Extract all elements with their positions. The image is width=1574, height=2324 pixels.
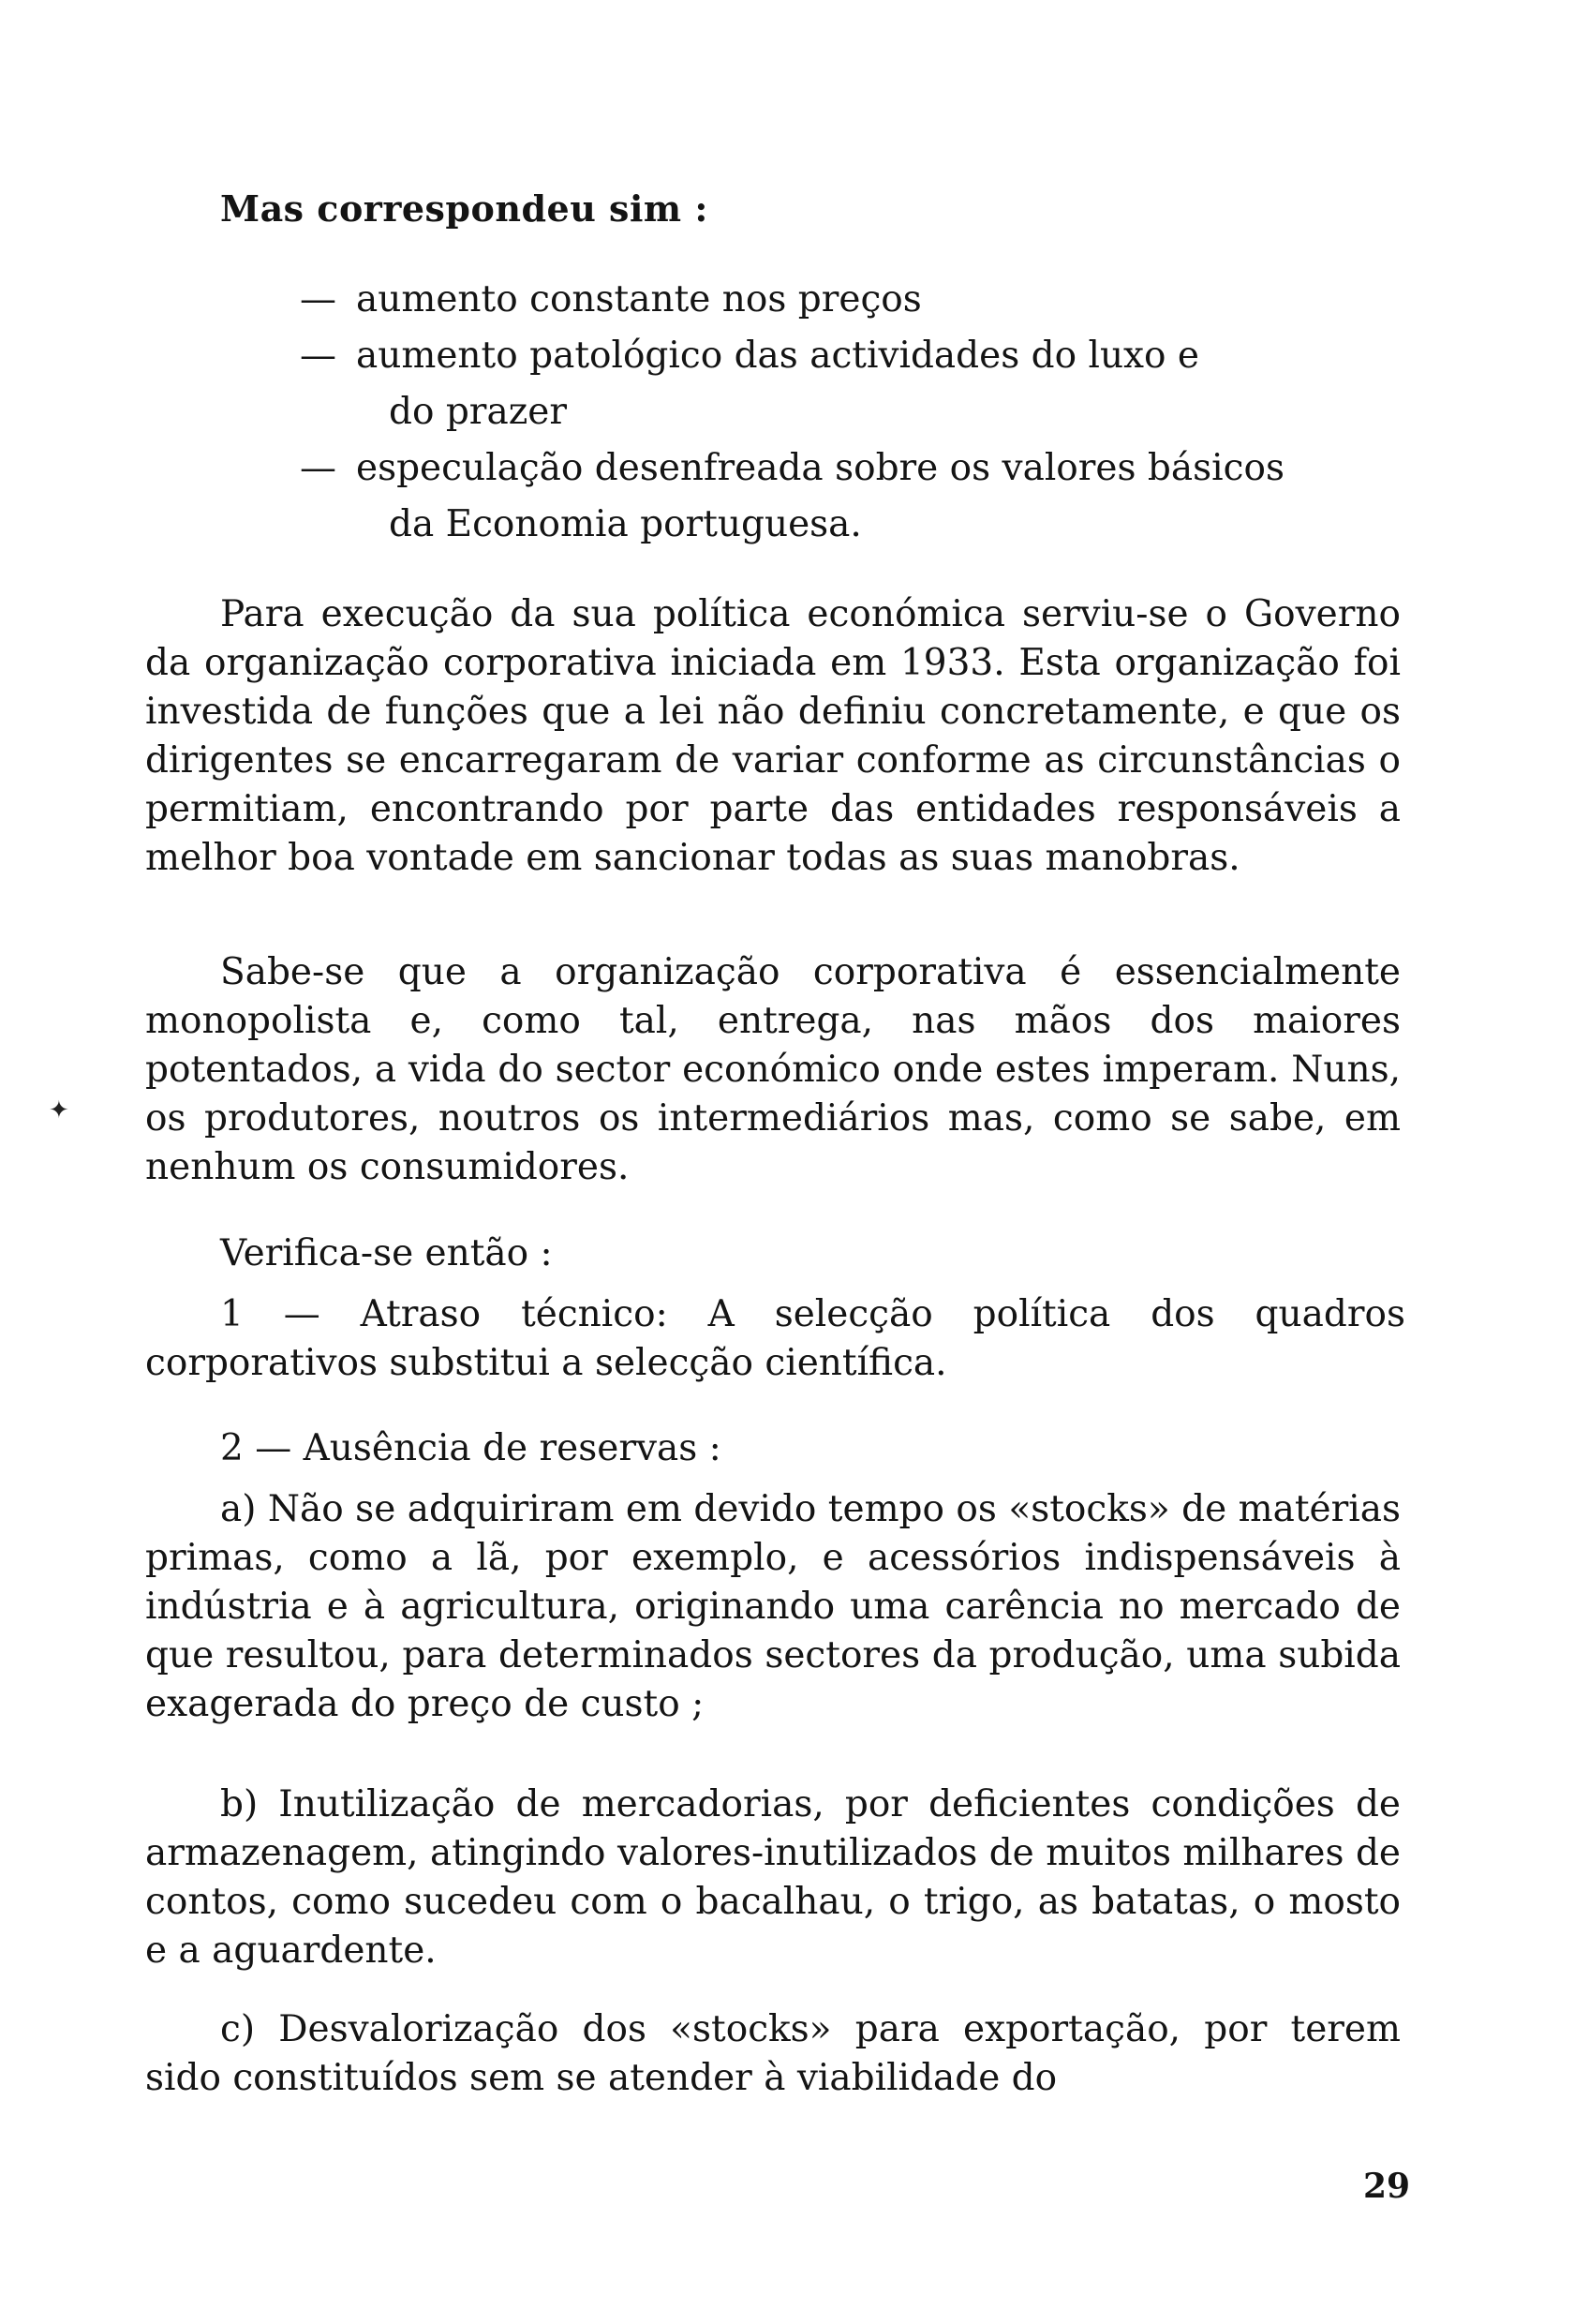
bullet-list — [300, 272, 1405, 553]
paragraph-corporative-organization: Para execução da sua política económica serviu-se o Governo da organização corporativa iniciada em 1933. Esta organização foi investida de funções que a lei não definiu concretamente, e que os dirigentes se encarregaram de variar conforme as circunstâncias o permitiam, encontrando por parte das entidades responsáveis a melhor boa vontade em sancionar todas as suas manobras. — [145, 593, 1401, 879]
paragraph-item-2b: b) Inutilização de mercadorias, por deficientes condições de armazenagem, atingindo valores-inutilizados de muitos milhares de contos, como sucedeu com o bacalhau, o trigo, as batatas, o mosto e a aguardente. — [145, 1783, 1401, 1972]
bullet-dash: — — [300, 335, 336, 377]
paragraph-monopolist: Sabe-se que a organização corporativa é essencialmente monopolista e, como tal, entrega, nas mãos dos maiores potentados, a vida do sector económico onde estes imperam. Nuns, os produtores, noutros os intermediários mas, como se sabe, em nenhum os consumidores. — [145, 951, 1401, 1188]
bullet-text: aumento patológico das actividades do luxo e — [356, 335, 1200, 377]
paragraph-item-1: 1 — Atraso técnico: A selecção política dos quadros corporativos substitui a selecção científica. — [145, 1293, 1405, 1384]
bullet-dash: — — [300, 278, 336, 320]
bullet-text: aumento constante nos preços — [356, 278, 922, 320]
bullet-text-continuation: do prazer — [389, 391, 567, 433]
paragraph-item-2a: a) Não se adquiriram em devido tempo os «stocks» de matérias primas, como a lã, por exemplo, e acessórios indispensáveis à indústria e à agricultura, originando uma carência no mercado de que resultou, para determinados sectores da produção, uma subida exagerada do preço de custo ; — [145, 1488, 1401, 1725]
paragraph-verifica: Verifica-se então : — [220, 1232, 553, 1274]
bullet-item — [300, 440, 1405, 553]
bullet-text: especulação desenfreada sobre os valores básicos — [356, 447, 1284, 489]
section-heading: Mas correspondeu sim : — [220, 187, 708, 230]
margin-mark: ✦ — [49, 1096, 69, 1125]
bullet-text-continuation: da Economia portuguesa. — [389, 503, 862, 545]
paragraph-item-2: 2 — Ausência de reservas : — [220, 1427, 721, 1469]
bullet-item — [300, 272, 1405, 328]
paragraph-item-2c: c) Desvalorização dos «stocks» para exportação, por terem sido constituídos sem se atender à viabilidade do — [145, 2008, 1401, 2099]
page-number: 29 — [1363, 2167, 1411, 2206]
bullet-dash: — — [300, 447, 336, 489]
bullet-item — [300, 328, 1405, 440]
